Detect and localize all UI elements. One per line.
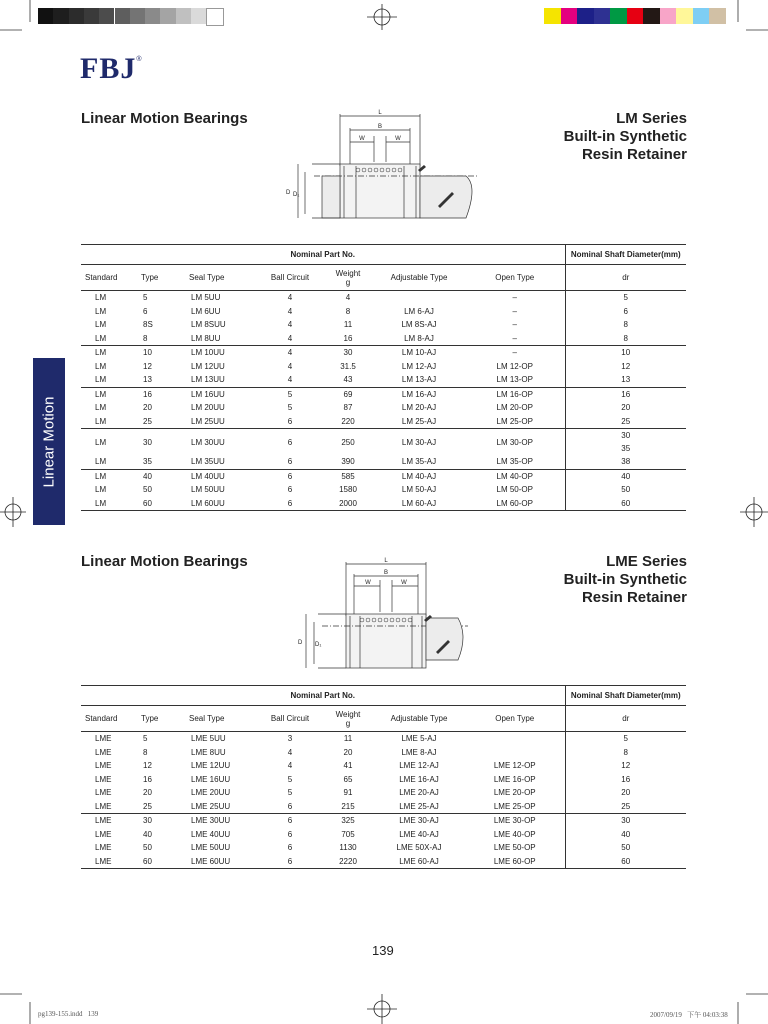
cell-weight: 2000 [339, 498, 357, 508]
cell-std: LME [95, 856, 112, 866]
cell-weight: 91 [343, 788, 353, 798]
cell-open: LM 13-OP [465, 373, 565, 387]
cell-seal: LM 16UU [191, 389, 225, 399]
cell-ball: 6 [287, 485, 293, 495]
table-row [81, 800, 686, 814]
cell-seal: LM 60UU [191, 498, 225, 508]
cell-weight: 41 [343, 761, 353, 771]
cell-ball: 4 [287, 293, 293, 303]
table-row [81, 401, 686, 415]
cell-dr: 20 [621, 788, 631, 798]
table-row [81, 415, 686, 429]
cell-dr: 13 [621, 375, 631, 385]
cell-adj: LME 60-AJ [399, 856, 439, 866]
cell-ball: 5 [287, 774, 293, 784]
cell-dr: 20 [621, 403, 631, 413]
cell-type: 30 [143, 437, 152, 447]
cell-dr: 12 [621, 361, 631, 371]
cell-std: LM [95, 498, 107, 508]
col-standard: Standard [85, 273, 118, 282]
section2-title: Linear Motion Bearings [81, 553, 248, 570]
cell-ball: 4 [287, 761, 293, 771]
cell-std: LM [95, 485, 107, 495]
cell-open [465, 732, 565, 746]
cell-type: 50 [143, 485, 152, 495]
col-standard-2: Standard [85, 714, 118, 723]
cell-ball: 4 [287, 320, 293, 330]
cell-seal: LM 20UU [191, 403, 225, 413]
cell-seal: LM 12UU [191, 361, 225, 371]
nominal-part-header: Nominal Part No. [81, 245, 565, 265]
cell-dr: 50 [621, 843, 631, 853]
cell-adj: LME 50X-AJ [396, 843, 442, 853]
cell-open: – [465, 291, 565, 305]
cell-open: – [465, 346, 565, 360]
cell-adj: LME 8-AJ [401, 747, 437, 757]
cell-adj [373, 291, 465, 305]
cell-std: LM [95, 389, 107, 399]
cell-type: 20 [143, 403, 152, 413]
col-open-type-2: Open Type [465, 706, 565, 732]
cell-adj: LM 10-AJ [401, 348, 437, 358]
cell-open: – [465, 305, 565, 319]
cell-type: 60 [143, 498, 152, 508]
cell-open: LME 40-OP [465, 828, 565, 842]
table-row [81, 773, 686, 787]
cell-type: 5 [143, 293, 148, 303]
cell-seal: LM 35UU [191, 457, 225, 467]
table-row [81, 455, 686, 469]
cell-dr: 16 [621, 389, 631, 399]
cell-dr: 25 [621, 801, 631, 811]
cell-seal: LME 50UU [191, 843, 231, 853]
cell-ball: 5 [287, 403, 293, 413]
cell-open: LM 40-OP [465, 469, 565, 483]
cell-ball: 5 [287, 788, 293, 798]
dim-L-label: L [378, 110, 382, 116]
cell-seal: LME 20UU [191, 788, 231, 798]
cell-adj: LM 35-AJ [401, 457, 437, 467]
cell-open: LM 50-OP [465, 483, 565, 497]
cell-type: 13 [143, 375, 152, 385]
table-row [81, 318, 686, 332]
cell-type: 10 [143, 348, 152, 358]
cell-std: LME [95, 734, 112, 744]
table-row [81, 497, 686, 511]
cell-weight: 390 [341, 457, 355, 467]
cell-dr: 10 [621, 348, 631, 358]
cell-weight: 30 [343, 348, 353, 358]
cell-open: LM 20-OP [465, 401, 565, 415]
dim-D-label: D [286, 190, 291, 196]
table-row [81, 332, 686, 346]
cell-std: LME [95, 843, 112, 853]
cell-open: LME 25-OP [465, 800, 565, 814]
col-type-2: Type [141, 714, 159, 723]
dim-D-label-2: D [298, 640, 303, 646]
cell-ball: 6 [287, 843, 293, 853]
dim-L-label-2: L [384, 558, 388, 564]
cell-dr: 16 [621, 774, 631, 784]
table-row [81, 373, 686, 387]
cell-type: 16 [143, 774, 152, 784]
table-row [81, 732, 686, 746]
col-dr-2: dr [622, 714, 630, 723]
cell-seal: LM 25UU [191, 416, 225, 426]
cell-seal: LM 8UU [191, 333, 221, 343]
col-seal-type: Seal Type [189, 273, 225, 282]
cell-ball: 6 [287, 437, 293, 447]
cell-type: 8 [143, 333, 148, 343]
cell-std: LME [95, 829, 112, 839]
cell-open: – [465, 318, 565, 332]
cell-std: LM [95, 361, 107, 371]
cell-adj: LM 40-AJ [401, 471, 437, 481]
section1-title: Linear Motion Bearings [81, 110, 248, 127]
cell-ball: 6 [287, 829, 293, 839]
cell-weight: 585 [341, 471, 355, 481]
cell-dr: 12 [621, 761, 631, 771]
table-row [81, 855, 686, 869]
cell-weight: 69 [343, 389, 353, 399]
cell-ball: 3 [287, 734, 293, 744]
table-row [81, 387, 686, 401]
cell-open: LME 60-OP [465, 855, 565, 869]
cell-adj: LM 30-AJ [401, 437, 437, 447]
cell-type: 35 [143, 457, 152, 467]
cell-weight: 11 [343, 320, 353, 330]
cell-adj: LME 12-AJ [399, 761, 439, 771]
cell-std: LME [95, 801, 112, 811]
cell-ball: 6 [287, 856, 293, 866]
slug-date: 2007/09/19 下午 04:03:38 [650, 1011, 728, 1019]
cell-open: LME 16-OP [465, 773, 565, 787]
cell-weight: 20 [343, 747, 353, 757]
cell-dr: 40 [621, 471, 631, 481]
cell-ball: 4 [287, 333, 293, 343]
cell-type: 25 [143, 416, 152, 426]
col-type: Type [141, 273, 159, 282]
cell-open [465, 746, 565, 760]
table-row [81, 305, 686, 319]
table-row [81, 291, 686, 305]
cell-adj: LM 13-AJ [401, 375, 437, 385]
dim-W1-label-2: W [365, 580, 371, 586]
cell-adj: LM 8-AJ [404, 333, 434, 343]
col-weight-2: Weight g [335, 709, 361, 728]
cell-std: LM [95, 403, 107, 413]
cell-seal: LM 8SUU [191, 320, 226, 330]
nominal-part-header-2: Nominal Part No. [81, 686, 565, 706]
cell-seal: LM 13UU [191, 375, 225, 385]
side-tab-label: Linear Motion [40, 396, 58, 487]
dim-D1-label-2: D₁ [315, 642, 322, 648]
cell-open: LME 50-OP [465, 841, 565, 855]
cell-std: LME [95, 761, 112, 771]
cell-std: LME [95, 747, 112, 757]
table-row [81, 429, 686, 456]
cell-ball: 4 [287, 306, 293, 316]
cell-seal: LME 25UU [191, 801, 231, 811]
cell-std: LM [95, 333, 107, 343]
cell-dr: 50 [621, 485, 631, 495]
cell-adj: LM 16-AJ [401, 389, 437, 399]
cell-type: 8S [143, 320, 153, 330]
table-row [81, 786, 686, 800]
side-tab [33, 358, 65, 525]
cell-open: LM 60-OP [465, 497, 565, 511]
cell-weight: 705 [341, 829, 355, 839]
slug-file: pg139-155.indd 139 [38, 1010, 99, 1018]
cell-seal: LM 40UU [191, 471, 225, 481]
cell-type: 12 [143, 361, 152, 371]
cell-std: LM [95, 457, 107, 467]
cell-weight: 31.5 [340, 361, 356, 371]
cell-dr: 30 [621, 816, 631, 826]
lme-series-table [81, 685, 686, 870]
nominal-shaft-header: Nominal Shaft Diameter(mm) [570, 250, 681, 259]
cell-seal: LME 60UU [191, 856, 231, 866]
cell-std: LME [95, 774, 112, 784]
page-number: 139 [372, 943, 394, 958]
cell-adj: LME 5-AJ [401, 734, 437, 744]
cell-seal: LM 5UU [191, 293, 221, 303]
cell-seal: LM 30UU [191, 437, 225, 447]
lm-bearing-diagram [278, 106, 488, 224]
col-open-type: Open Type [465, 265, 565, 291]
cell-weight: 220 [341, 416, 355, 426]
cell-adj: LM 20-AJ [401, 403, 437, 413]
lm-series-table [81, 244, 686, 512]
cell-type: 40 [143, 829, 152, 839]
cell-open: LM 12-OP [465, 360, 565, 374]
col-adjustable-type-2: Adjustable Type [390, 714, 448, 723]
dim-W2-label: W [395, 136, 401, 142]
cell-adj: LM 60-AJ [401, 498, 437, 508]
cell-seal: LME 40UU [191, 829, 231, 839]
cell-ball: 6 [287, 471, 293, 481]
cell-weight: 2220 [339, 856, 357, 866]
cell-weight: 11 [343, 734, 353, 744]
cell-dr: 60 [621, 856, 631, 866]
cell-ball: 6 [287, 416, 293, 426]
cell-open: – [465, 332, 565, 346]
cell-seal: LM 50UU [191, 485, 225, 495]
table-row [81, 346, 686, 360]
dim-D1-label: D₁ [293, 192, 300, 198]
col-ball-circuit-2: Ball Circuit [270, 714, 310, 723]
col-weight: Weight g [335, 268, 361, 287]
dim-W1-label: W [359, 136, 365, 142]
dim-B-label-2: B [383, 570, 389, 576]
cell-std: LM [95, 320, 107, 330]
cell-ball: 4 [287, 361, 293, 371]
cell-ball: 5 [287, 389, 293, 399]
cell-open: LM 25-OP [465, 415, 565, 429]
cell-weight: 43 [343, 375, 353, 385]
cell-weight: 250 [341, 437, 355, 447]
cell-ball: 4 [287, 747, 293, 757]
cell-open: LME 20-OP [465, 786, 565, 800]
cell-seal: LM 10UU [191, 348, 225, 358]
dim-B-label: B [377, 124, 383, 130]
cell-type: 12 [143, 761, 152, 771]
col-dr: dr [622, 273, 630, 282]
col-ball-circuit: Ball Circuit [270, 273, 310, 282]
cell-ball: 4 [287, 375, 293, 385]
table-row [81, 814, 686, 828]
cell-dr: 38 [621, 457, 631, 467]
cell-dr: 5 [623, 293, 628, 303]
cell-weight: 325 [341, 816, 355, 826]
cell-ball: 6 [287, 498, 293, 508]
cell-std: LME [95, 816, 112, 826]
cell-weight: 16 [343, 333, 353, 343]
cell-dr: 6 [623, 306, 628, 316]
cell-open: LM 30-OP [465, 429, 565, 456]
cell-type: 16 [143, 389, 152, 399]
section1-series: LM Series Built-in Synthetic Resin Retainer [563, 110, 687, 163]
cell-std: LM [95, 437, 107, 447]
cell-open: LM 16-OP [465, 387, 565, 401]
cell-std: LM [95, 375, 107, 385]
cell-type: 6 [143, 306, 148, 316]
cell-adj: LME 30-AJ [399, 816, 439, 826]
fbj-logo: FBJ® [80, 52, 143, 85]
cell-open: LME 12-OP [465, 759, 565, 773]
cell-std: LM [95, 416, 107, 426]
cell-type: 50 [143, 843, 152, 853]
cell-weight: 8 [345, 306, 351, 316]
cell-adj: LME 25-AJ [399, 801, 439, 811]
cell-seal: LME 12UU [191, 761, 231, 771]
nominal-shaft-header-2: Nominal Shaft Diameter(mm) [570, 691, 681, 700]
cell-dr: 40 [621, 829, 631, 839]
cell-weight: 1580 [339, 485, 357, 495]
cell-type: 60 [143, 856, 152, 866]
cell-adj: LME 16-AJ [399, 774, 439, 784]
cell-dr: 8 [623, 747, 628, 757]
cell-std: LM [95, 348, 107, 358]
cell-weight: 65 [343, 774, 353, 784]
cell-ball: 6 [287, 457, 293, 467]
cell-ball: 6 [287, 801, 293, 811]
cell-open: LM 35-OP [465, 455, 565, 469]
cell-adj: LM 8S-AJ [401, 320, 437, 330]
cell-adj: LM 25-AJ [401, 416, 437, 426]
table-row [81, 483, 686, 497]
cell-seal: LME 5UU [191, 734, 226, 744]
cell-weight: 87 [343, 403, 353, 413]
cell-weight: 215 [341, 801, 355, 811]
cell-std: LM [95, 293, 107, 303]
table-row [81, 759, 686, 773]
cell-ball: 6 [287, 816, 293, 826]
cell-dr: 60 [621, 498, 631, 508]
table-row [81, 469, 686, 483]
cell-std: LM [95, 471, 107, 481]
cell-std: LME [95, 788, 112, 798]
cell-adj: LME 20-AJ [399, 788, 439, 798]
cell-seal: LM 6UU [191, 306, 221, 316]
cell-type: 25 [143, 801, 152, 811]
cell-dr: 5 [623, 734, 628, 744]
cell-dr: 8 [623, 333, 628, 343]
cell-type: 5 [143, 734, 148, 744]
cell-adj: LM 50-AJ [401, 485, 437, 495]
cell-type: 8 [143, 747, 148, 757]
cell-dr: 8 [623, 320, 628, 330]
table-row [81, 841, 686, 855]
cell-seal: LME 8UU [191, 747, 226, 757]
cell-dr: 25 [621, 416, 631, 426]
cell-type: 40 [143, 471, 152, 481]
cell-open: LME 30-OP [465, 814, 565, 828]
cell-weight: 1130 [339, 843, 357, 853]
col-adjustable-type: Adjustable Type [390, 273, 448, 282]
cell-type: 20 [143, 788, 152, 798]
dim-W2-label-2: W [401, 580, 407, 586]
cell-seal: LME 16UU [191, 774, 231, 784]
table-row [81, 746, 686, 760]
table-row [81, 360, 686, 374]
cell-seal: LME 30UU [191, 816, 231, 826]
cell-weight: 4 [345, 293, 351, 303]
lme-bearing-diagram [296, 556, 476, 674]
section2-series: LME Series Built-in Synthetic Resin Retainer [563, 553, 687, 606]
col-seal-type-2: Seal Type [189, 714, 225, 723]
cell-adj: LM 12-AJ [401, 361, 437, 371]
cell-type: 30 [143, 816, 152, 826]
cell-adj: LM 6-AJ [404, 306, 434, 316]
cell-ball: 4 [287, 348, 293, 358]
cell-adj: LME 40-AJ [399, 829, 439, 839]
cell-dr: 30 35 [621, 431, 631, 453]
cell-std: LM [95, 306, 107, 316]
table-row [81, 828, 686, 842]
